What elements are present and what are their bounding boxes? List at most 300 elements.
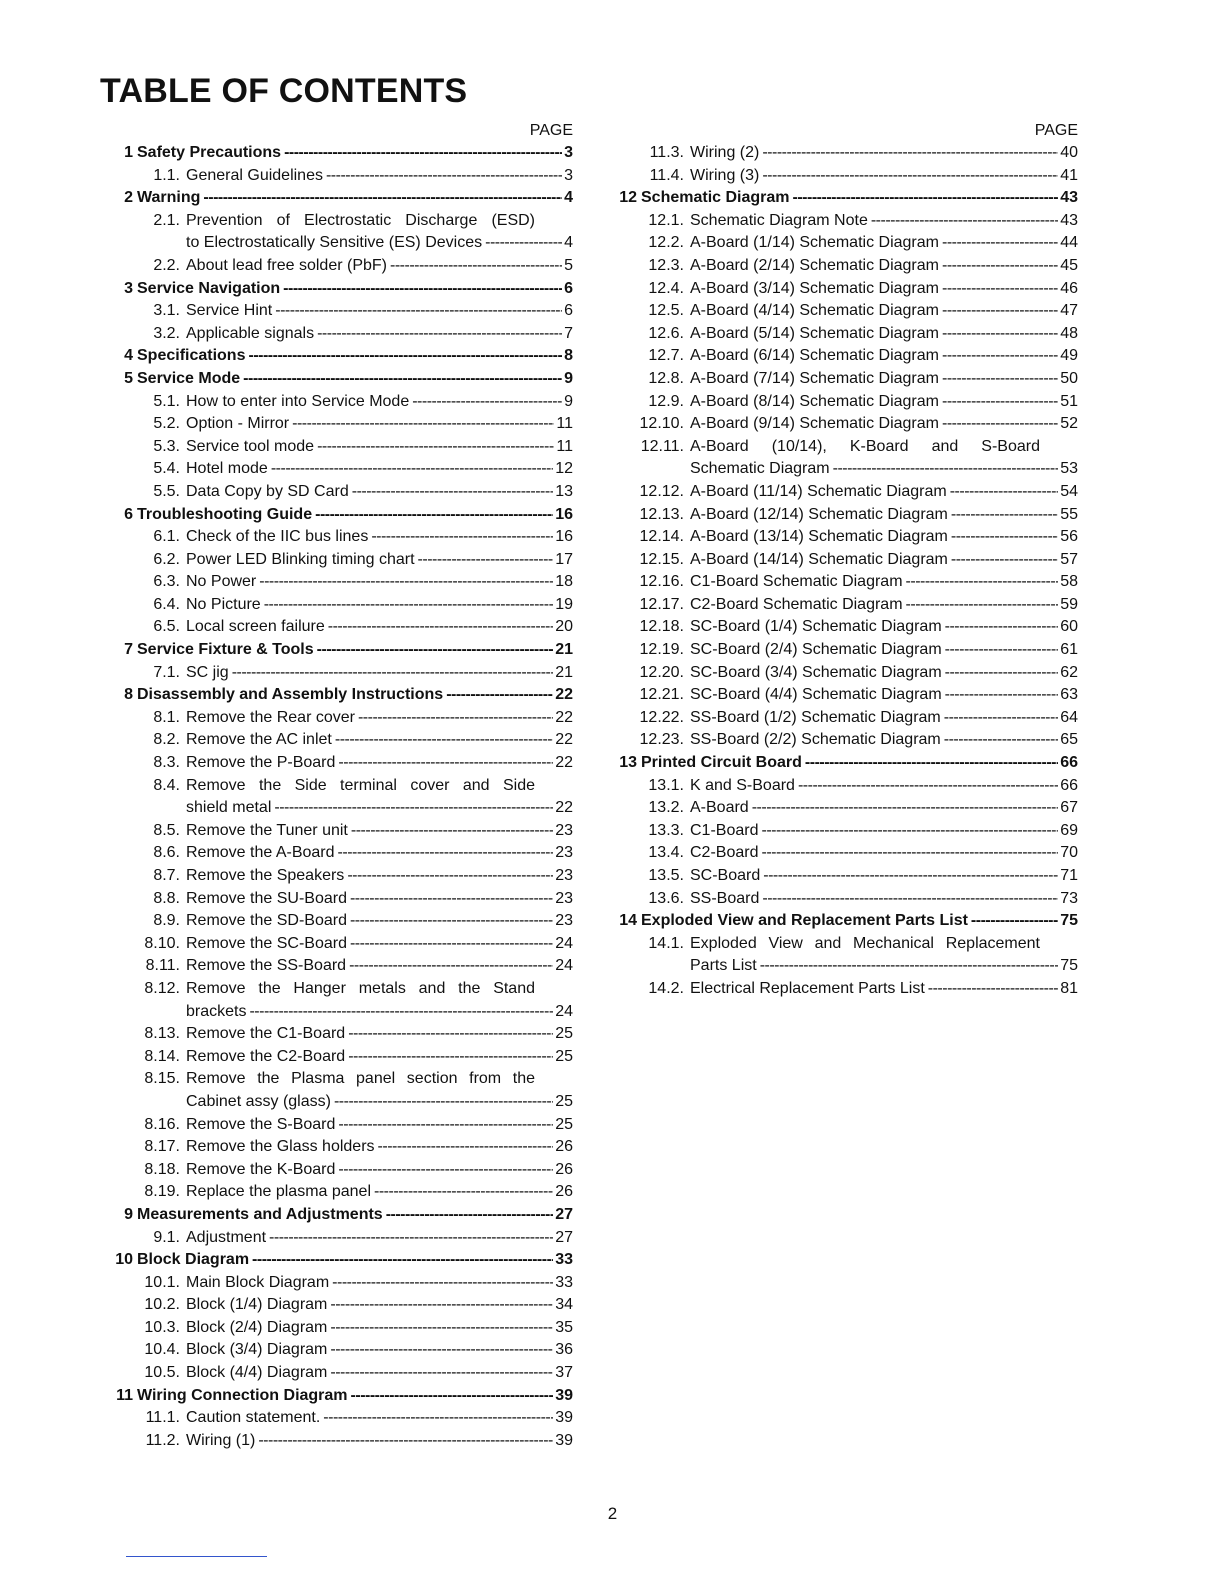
toc-entry-number: 10.3.	[144, 1318, 180, 1336]
toc-leader-dashes	[945, 662, 1059, 685]
toc-section[interactable]	[108, 504, 573, 527]
toc-entry-page: 23	[555, 867, 573, 884]
toc-subsection[interactable]	[108, 1181, 573, 1204]
toc-leader-dashes	[761, 842, 1058, 865]
toc-entry-page: 26	[555, 1138, 573, 1156]
toc-subsection[interactable]	[612, 391, 1078, 414]
toc-subsection[interactable]	[108, 842, 573, 865]
toc-subsection[interactable]	[108, 888, 573, 911]
toc-subsection[interactable]	[108, 1159, 573, 1182]
toc-leader-dashes	[352, 481, 553, 504]
toc-subsection[interactable]	[612, 481, 1078, 504]
toc-entry-title: Wiring (2)	[690, 144, 760, 161]
toc-subsection[interactable]	[108, 1430, 573, 1453]
toc-subsection[interactable]	[612, 210, 1078, 233]
toc-subsection[interactable]	[108, 232, 573, 255]
toc-leader-dashes	[351, 1385, 554, 1408]
toc-entry-title: Applicable signals	[186, 324, 315, 342]
toc-subsection[interactable]	[108, 300, 573, 323]
toc-section[interactable]	[108, 345, 573, 368]
toc-entry-page: 59	[1060, 595, 1078, 613]
toc-subsection[interactable]	[108, 1046, 573, 1069]
toc-entry-title: C1-Board Schematic Diagram	[690, 573, 903, 591]
toc-leader-dashes	[871, 210, 1058, 233]
toc-entry-number: 8.11.	[145, 957, 180, 975]
toc-subsection[interactable]	[612, 639, 1078, 662]
toc-entry-page: 26	[555, 1183, 573, 1201]
toc-leader-dashes	[323, 1407, 553, 1430]
toc-subsection[interactable]	[108, 413, 573, 436]
toc-entry-title: Remove the C1-Board	[186, 1025, 346, 1043]
toc-leader-dashes	[330, 1294, 553, 1317]
toc-entry-page: 18	[555, 573, 573, 591]
toc-section[interactable]	[108, 684, 573, 707]
toc-leader-dashes	[271, 458, 553, 481]
toc-leader-dashes	[833, 458, 1059, 481]
toc-section[interactable]	[108, 639, 573, 662]
toc-leader-dashes	[203, 187, 562, 210]
toc-entry-page: 36	[555, 1341, 573, 1359]
toc-leader-dashes	[942, 232, 1058, 255]
toc-entry-page: 47	[1060, 302, 1078, 320]
toc-entry-number: 8.18.	[144, 1160, 180, 1178]
page-column-header: PAGE	[1034, 122, 1078, 139]
toc-entry-page: 23	[555, 821, 573, 839]
toc-leader-dashes	[761, 820, 1058, 843]
toc-leader-dashes	[248, 345, 562, 368]
toc-subsection[interactable]	[612, 775, 1078, 798]
toc-leader-dashes	[942, 300, 1058, 323]
toc-entry-page: 58	[1060, 573, 1078, 591]
toc-entry-page: 63	[1060, 686, 1078, 704]
toc-leader-dashes	[805, 752, 1058, 775]
toc-list	[612, 142, 1078, 1001]
toc-entry-number: 12.13.	[639, 505, 684, 523]
toc-entry-title: Main Block Diagram	[186, 1273, 330, 1291]
toc-subsection[interactable]	[108, 865, 573, 888]
toc-entry-page: 40	[1060, 144, 1078, 161]
toc-entry-number: 13.6.	[648, 889, 684, 907]
toc-entry-page: 4	[564, 189, 573, 207]
toc-entry-title: Remove the Glass holders	[186, 1138, 375, 1156]
toc-subsection[interactable]	[108, 526, 573, 549]
toc-entry-title: A-Board (6/14) Schematic Diagram	[690, 347, 939, 365]
toc-leader-dashes	[232, 662, 554, 685]
toc-entry-page: 54	[1060, 482, 1078, 500]
toc-entry-number: 8.4.	[153, 776, 180, 794]
toc-entry-title: Data Copy by SD Card	[186, 482, 349, 500]
toc-entry-page: 19	[555, 595, 573, 613]
toc-subsection[interactable]	[612, 684, 1078, 707]
toc-entry-page: 46	[1060, 279, 1078, 297]
toc-entry-page: 75	[1060, 957, 1078, 975]
toc-leader-dashes	[371, 526, 553, 549]
toc-entry-page: 27	[555, 1205, 573, 1223]
toc-subsection[interactable]	[612, 458, 1078, 481]
toc-entry-number: 10.1.	[144, 1273, 180, 1291]
toc-entry-number: 12.7.	[648, 347, 684, 365]
toc-entry-page: 3	[564, 166, 573, 184]
toc-section[interactable]	[108, 368, 573, 391]
toc-entry-number: 12.23.	[639, 731, 684, 749]
toc-entry-number: 12.14.	[639, 528, 684, 546]
toc-subsection[interactable]	[612, 549, 1078, 572]
toc-subsection[interactable]	[108, 797, 573, 820]
toc-leader-dashes	[259, 571, 553, 594]
toc-subsection[interactable]	[108, 210, 573, 233]
toc-entry-title: Block (3/4) Diagram	[186, 1341, 328, 1359]
toc-entry-title: brackets	[186, 1002, 247, 1020]
toc-subsection[interactable]	[108, 933, 573, 956]
toc-column-right	[612, 120, 1078, 1001]
toc-entry-page: 16	[555, 528, 573, 546]
toc-leader-dashes	[349, 955, 553, 978]
toc-entry-page: 75	[1060, 912, 1078, 930]
toc-leader-dashes	[950, 481, 1059, 504]
toc-subsection[interactable]	[612, 865, 1078, 888]
toc-entry-page: 11	[556, 437, 573, 455]
toc-entry-number: 8.17.	[144, 1138, 180, 1156]
toc-leader-dashes	[944, 707, 1058, 730]
toc-entry-title: C2-Board	[690, 844, 759, 862]
toc-entry-title: Exploded View and Mechanical Replacement	[690, 934, 1040, 952]
toc-subsection[interactable]	[108, 910, 573, 933]
toc-entry-title: Wiring (1)	[186, 1431, 256, 1449]
toc-entry-number: 3.2.	[153, 324, 180, 342]
toc-entry-title: Remove the K-Board	[186, 1160, 336, 1178]
toc-entry-number: 12.6.	[648, 324, 684, 342]
toc-subsection[interactable]	[612, 571, 1078, 594]
toc-leader-dashes	[386, 1204, 554, 1227]
toc-subsection[interactable]	[612, 142, 1078, 165]
toc-leader-dashes	[348, 1023, 553, 1046]
toc-subsection[interactable]	[612, 616, 1078, 639]
toc-subsection[interactable]	[108, 955, 573, 978]
toc-subsection[interactable]	[108, 458, 573, 481]
toc-entry-number: 12.9.	[648, 392, 684, 410]
toc-entry-title: Exploded View and Replacement Parts List	[641, 912, 968, 930]
toc-leader-dashes	[374, 1181, 553, 1204]
toc-subsection[interactable]	[612, 504, 1078, 527]
toc-entry-page: 17	[555, 550, 573, 568]
toc-entry-title: A-Board (2/14) Schematic Diagram	[690, 256, 939, 274]
toc-leader-dashes	[951, 504, 1058, 527]
toc-subsection[interactable]	[612, 278, 1078, 301]
toc-subsection[interactable]	[108, 1294, 573, 1317]
toc-leader-dashes	[485, 232, 562, 255]
toc-subsection[interactable]	[108, 571, 573, 594]
toc-subsection[interactable]	[612, 413, 1078, 436]
toc-entry-number: 13.1.	[648, 776, 684, 794]
toc-entry-page: 53	[1060, 460, 1078, 478]
toc-leader-dashes	[274, 797, 553, 820]
toc-entry-number: 12.5.	[648, 302, 684, 320]
toc-subsection[interactable]	[612, 300, 1078, 323]
toc-section[interactable]	[612, 910, 1078, 933]
toc-subsection[interactable]	[108, 436, 573, 459]
toc-entry-page: 66	[1060, 754, 1078, 772]
toc-section[interactable]	[108, 142, 573, 165]
toc-entry-number: 12.11.	[640, 437, 684, 455]
toc-leader-dashes	[258, 1430, 553, 1453]
toc-section[interactable]	[108, 1385, 573, 1408]
toc-subsection[interactable]	[612, 232, 1078, 255]
toc-leader-dashes	[971, 910, 1058, 933]
toc-entry-number: 12.8.	[648, 369, 684, 387]
toc-entry-page: 34	[555, 1296, 573, 1314]
toc-subsection[interactable]	[612, 888, 1078, 911]
toc-entry-page: 61	[1060, 641, 1078, 659]
toc-entry-number: 8.13.	[144, 1025, 180, 1043]
toc-leader-dashes	[317, 323, 562, 346]
toc-leader-dashes	[942, 413, 1058, 436]
toc-entry-title: shield metal	[186, 799, 272, 817]
toc-subsection[interactable]	[612, 955, 1078, 978]
toc-leader-dashes	[752, 797, 1059, 820]
toc-entry-title: Troubleshooting Guide	[137, 505, 313, 523]
toc-entry-title: Hotel mode	[186, 460, 268, 478]
toc-entry-page: 21	[555, 641, 573, 659]
toc-entry-title: Remove the Rear cover	[186, 708, 355, 726]
toc-subsection[interactable]	[108, 1272, 573, 1295]
toc-leader-dashes	[243, 368, 562, 391]
toc-entry-page: 52	[1060, 415, 1078, 433]
toc-entry-title: SS-Board (1/2) Schematic Diagram	[690, 708, 941, 726]
toc-section[interactable]	[108, 1249, 573, 1272]
toc-subsection[interactable]	[108, 1068, 573, 1091]
toc-leader-dashes	[338, 752, 553, 775]
toc-subsection[interactable]	[108, 707, 573, 730]
toc-entry-title: Service tool mode	[186, 437, 315, 455]
toc-subsection[interactable]	[108, 1001, 573, 1024]
toc-subsection[interactable]	[108, 481, 573, 504]
toc-entry-number: 8.10.	[144, 934, 180, 952]
toc-subsection[interactable]	[612, 368, 1078, 391]
toc-entry-title: Power LED Blinking timing chart	[186, 550, 415, 568]
toc-subsection[interactable]	[612, 594, 1078, 617]
toc-subsection[interactable]	[612, 255, 1078, 278]
toc-entry-title: Caution statement.	[186, 1409, 321, 1427]
toc-entry-title: Remove the Plasma panel section from the	[186, 1070, 535, 1088]
toc-subsection[interactable]	[612, 842, 1078, 865]
toc-entry-number: 12.19.	[639, 641, 684, 659]
toc-subsection[interactable]	[108, 616, 573, 639]
toc-entry-page: 71	[1060, 867, 1078, 884]
toc-entry-page: 39	[555, 1431, 573, 1449]
toc-subsection[interactable]	[108, 1136, 573, 1159]
toc-leader-dashes	[351, 820, 553, 843]
toc-subsection[interactable]	[108, 662, 573, 685]
toc-subsection[interactable]	[108, 165, 573, 188]
toc-entry-number: 14	[619, 912, 637, 930]
toc-leader-dashes	[760, 955, 1059, 978]
toc-leader-dashes	[942, 391, 1058, 414]
toc-subsection[interactable]	[108, 549, 573, 572]
toc-subsection[interactable]	[612, 323, 1078, 346]
toc-entry-title: C1-Board	[690, 821, 759, 839]
toc-subsection[interactable]	[108, 775, 573, 798]
toc-entry-title: K and S-Board	[690, 776, 795, 794]
toc-entry-title: Safety Precautions	[137, 144, 282, 161]
toc-entry-page: 64	[1060, 708, 1078, 726]
toc-subsection[interactable]	[612, 820, 1078, 843]
toc-subsection[interactable]	[108, 729, 573, 752]
toc-leader-dashes	[317, 436, 554, 459]
toc-entry-number: 5.5.	[153, 482, 180, 500]
toc-subsection[interactable]	[108, 1114, 573, 1137]
toc-entry-title: Remove the AC inlet	[186, 731, 332, 749]
toc-entry-title: Remove the SU-Board	[186, 889, 347, 907]
toc-entry-number: 12.15.	[639, 550, 684, 568]
toc-entry-number: 8.16.	[144, 1115, 180, 1133]
toc-leader-dashes	[378, 1136, 554, 1159]
toc-entry-title: Adjustment	[186, 1228, 267, 1246]
toc-entry-page: 4	[564, 234, 573, 252]
toc-entry-page: 43	[1060, 189, 1078, 207]
toc-subsection[interactable]	[612, 978, 1078, 1001]
toc-entry-number: 2.2.	[153, 256, 180, 274]
toc-entry-title: Block (1/4) Diagram	[186, 1296, 328, 1314]
toc-subsection[interactable]	[108, 1023, 573, 1046]
toc-entry-number: 11.4.	[649, 166, 684, 184]
toc-subsection[interactable]	[612, 933, 1078, 956]
toc-entry-title: Service Mode	[137, 369, 241, 387]
toc-leader-dashes	[763, 865, 1058, 888]
toc-leader-dashes	[284, 142, 562, 165]
toc-entry-page: 16	[555, 505, 573, 523]
toc-section[interactable]	[108, 1204, 573, 1227]
toc-entry-title: A-Board (11/14) Schematic Diagram	[690, 482, 947, 500]
toc-subsection[interactable]	[108, 1407, 573, 1430]
toc-entry-title: A-Board (8/14) Schematic Diagram	[690, 392, 939, 410]
toc-section[interactable]	[612, 752, 1078, 775]
toc-leader-dashes	[942, 278, 1058, 301]
toc-leader-dashes	[264, 594, 554, 617]
toc-subsection[interactable]	[108, 1227, 573, 1250]
toc-leader-dashes	[269, 1227, 553, 1250]
toc-entry-number: 14.1.	[648, 934, 684, 952]
toc-entry-number: 10.5.	[144, 1364, 180, 1382]
toc-leader-dashes	[945, 684, 1059, 707]
toc-entry-number: 3.1.	[153, 302, 180, 320]
toc-leader-dashes	[252, 1249, 553, 1272]
toc-subsection[interactable]	[612, 707, 1078, 730]
toc-leader-dashes	[793, 187, 1059, 210]
toc-leader-dashes	[317, 639, 554, 662]
toc-subsection[interactable]	[108, 391, 573, 414]
toc-entry-title: Printed Circuit Board	[641, 754, 802, 772]
toc-subsection[interactable]	[108, 1362, 573, 1385]
toc-entry-title: Remove the A-Board	[186, 844, 335, 862]
toc-entry-number: 11.3.	[649, 144, 684, 161]
toc-entry-title: SC-Board (4/4) Schematic Diagram	[690, 686, 942, 704]
toc-leader-dashes	[942, 345, 1058, 368]
toc-entry-number: 12.22.	[639, 708, 684, 726]
toc-entry-page: 69	[1060, 821, 1078, 839]
toc-entry-title: Remove the Side terminal cover and Side	[186, 776, 535, 794]
toc-entry-title: A-Board	[690, 799, 749, 817]
toc-entry-page: 6	[564, 279, 573, 297]
toc-subsection[interactable]	[108, 255, 573, 278]
toc-entry-number: 8.1.	[153, 708, 180, 726]
toc-leader-dashes	[338, 1114, 553, 1137]
toc-entry-page: 33	[555, 1251, 573, 1269]
toc-subsection[interactable]	[108, 1339, 573, 1362]
toc-entry-page: 24	[555, 1002, 573, 1020]
toc-entry-number: 8.3.	[153, 754, 180, 772]
toc-entry-title: Measurements and Adjustments	[137, 1205, 383, 1223]
toc-section[interactable]	[108, 187, 573, 210]
toc-entry-number: 9.1.	[153, 1228, 180, 1246]
toc-entry-title: A-Board (4/14) Schematic Diagram	[690, 302, 939, 320]
toc-entry-page: 55	[1060, 505, 1078, 523]
toc-entry-number: 4	[124, 347, 133, 365]
toc-entry-page: 7	[564, 324, 573, 342]
toc-entry-title: Check of the IIC bus lines	[186, 528, 369, 546]
toc-entry-page: 24	[555, 957, 573, 975]
toc-entry-page: 25	[555, 1047, 573, 1065]
toc-leader-dashes	[942, 255, 1058, 278]
toc-entry-title: Electrical Replacement Parts List	[690, 979, 925, 997]
toc-entry-title: SC-Board	[690, 867, 761, 884]
toc-entry-page: 8	[564, 347, 573, 365]
toc-entry-page: 50	[1060, 369, 1078, 387]
toc-leader-dashes	[942, 323, 1058, 346]
toc-subsection[interactable]	[612, 662, 1078, 685]
toc-leader-dashes	[906, 594, 1059, 617]
toc-leader-dashes	[762, 165, 1058, 188]
toc-entry-number: 10.4.	[144, 1341, 180, 1359]
toc-subsection[interactable]	[108, 978, 573, 1001]
toc-entry-number: 8.7.	[153, 867, 180, 884]
toc-subsection[interactable]	[612, 729, 1078, 752]
toc-subsection[interactable]	[612, 345, 1078, 368]
toc-section[interactable]	[612, 187, 1078, 210]
toc-entry-number: 1.1.	[153, 166, 180, 184]
toc-subsection[interactable]	[108, 752, 573, 775]
toc-entry-title: A-Board (12/14) Schematic Diagram	[690, 505, 948, 523]
toc-leader-dashes	[338, 842, 554, 865]
toc-entry-page: 22	[555, 686, 573, 704]
toc-entry-number: 12.12.	[639, 482, 684, 500]
toc-entry-page: 66	[1060, 776, 1078, 794]
toc-subsection[interactable]	[612, 436, 1078, 459]
toc-subsection[interactable]	[108, 594, 573, 617]
toc-entry-title: Remove the S-Board	[186, 1115, 336, 1133]
toc-subsection[interactable]	[612, 165, 1078, 188]
toc-subsection[interactable]	[108, 323, 573, 346]
toc-subsection[interactable]	[612, 526, 1078, 549]
toc-entry-page: 9	[564, 392, 573, 410]
toc-entry-title: A-Board (13/14) Schematic Diagram	[690, 528, 948, 546]
toc-entry-title: Service Hint	[186, 302, 273, 320]
toc-entry-title: How to enter into Service Mode	[186, 392, 410, 410]
toc-subsection[interactable]	[612, 797, 1078, 820]
toc-entry-title: SC-Board (1/4) Schematic Diagram	[690, 618, 942, 636]
toc-entry-title: Block (2/4) Diagram	[186, 1318, 328, 1336]
toc-entry-title: Remove the SD-Board	[186, 912, 347, 930]
toc-entry-page: 22	[555, 799, 573, 817]
toc-subsection[interactable]	[108, 1317, 573, 1340]
toc-entry-number: 10.2.	[144, 1296, 180, 1314]
toc-section[interactable]	[108, 278, 573, 301]
toc-subsection[interactable]	[108, 820, 573, 843]
toc-entry-page: 51	[1060, 392, 1078, 410]
toc-entry-number: 12.16.	[639, 573, 684, 591]
toc-subsection[interactable]	[108, 1091, 573, 1114]
toc-entry-number: 8.14.	[144, 1047, 180, 1065]
toc-entry-title: Option - Mirror	[186, 415, 290, 433]
